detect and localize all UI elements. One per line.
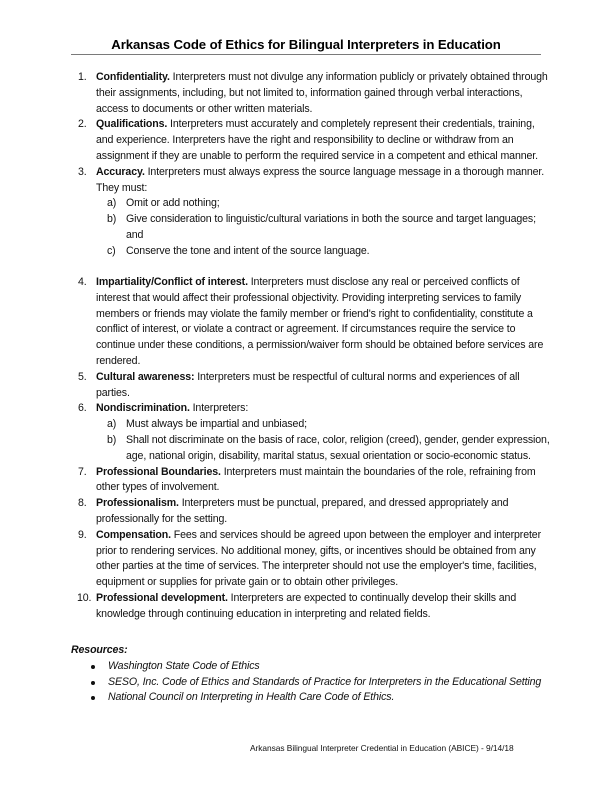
ethics-list [78, 70, 553, 623]
item-text: Interpreters must not divulge any information publicly or privately obtained through their assignments, including, but not limited to, information gained through verbal interactions, access to documents or other written materials. [96, 71, 548, 115]
item-number: 8. [78, 497, 87, 510]
item-text: Interpreters must be punctual, prepared, and dressed appropriately and professionally for the setting. [96, 497, 509, 526]
item-text: Interpreters must maintain the boundaries of the role, refraining from other types of involvement. [96, 465, 536, 494]
item-heading: Professional development. [96, 592, 228, 604]
sub-item-letter: b) [107, 213, 117, 226]
list-item-confidentiality [78, 70, 553, 117]
bullet-icon [91, 681, 95, 685]
resource-item [71, 659, 551, 675]
list-item-cultural-awareness [78, 370, 553, 402]
sub-item-text: Conserve the tone and intent of the source language. [126, 244, 370, 257]
sub-item [78, 212, 553, 244]
item-text: Interpreters: [189, 402, 249, 415]
item-number: 6. [78, 402, 87, 415]
item-text: Interpreters must be respectful of cultural norms and experiences of all parties. [96, 370, 520, 399]
item-text: Interpreters must accurately and completely represent their credentials, training, and experience. Interpreters have the right and responsibility to decline or withdraw from an assignment if they are unable to perform the required service in a competent and ethical manner. [96, 118, 538, 162]
document-title: Arkansas Code of Ethics for Bilingual Interpreters in Education [111, 37, 501, 52]
list-item-professional-boundaries [78, 465, 553, 497]
list-item-professional-development [78, 591, 553, 623]
item-heading: Professionalism. [96, 497, 179, 510]
spacer [78, 260, 553, 276]
resource-item [71, 690, 551, 706]
item-heading: Compensation. [96, 528, 171, 541]
item-heading: Accuracy. [96, 165, 145, 178]
item-text: Fees and services should be agreed upon between the employer and interpreter prior to rendering services. No additional money, gifts, or incentives should be obtained from any other parties at the time of services. The interpreter should not use the employer's time, facilities, equipment or supplies for private gain or to obtain other privileges. [96, 528, 541, 589]
sub-item-text: Give consideration to linguistic/cultural variations in both the source and target languages; and [126, 213, 536, 241]
list-item-compensation [78, 528, 553, 591]
sub-item-text: Shall not discriminate on the basis of race, color, religion (creed), gender, gender expression, age, national origin, disability, marital status, sexual orientation or socio-economic status. [126, 434, 550, 462]
resources-section [71, 643, 551, 706]
item-number: 4. [78, 276, 87, 289]
resources-heading: Resources: [71, 644, 128, 656]
item-number: 3. [78, 165, 87, 178]
sub-item-letter: b) [107, 434, 117, 447]
sub-item [78, 196, 553, 212]
item-heading: Impartiality/Conflict of interest. [96, 276, 248, 289]
item-text: Interpreters must disclose any real or perceived conflicts of interest that would affect their professional objectivity. Providing interpreting services to family members or friends may violate the family member or friend's right to confidentiality, constitute a conflict of interest, or violate a contract or agreement. If circumstances require the service to continue under these conditions, a permission/waiver form should be obtained before services are rendered. [96, 276, 544, 368]
list-item-impartiality [78, 275, 553, 370]
sub-item-text: Omit or add nothing; [126, 197, 220, 210]
item-number: 5. [78, 370, 87, 383]
page-footer: Arkansas Bilingual Interpreter Credential in Education (ABICE) - 9/14/18 [250, 743, 514, 753]
item-number: 1. [78, 71, 87, 83]
sub-item-text: Must always be impartial and unbiased; [126, 418, 307, 431]
sub-item-letter: a) [107, 418, 117, 431]
resource-text: SESO, Inc. Code of Ethics and Standards of Practice for Interpreters in the Educational Setting [108, 675, 542, 688]
item-text: Interpreters must always express the source language message in a thorough manner. They must: [96, 165, 545, 194]
item-heading: Confidentiality. [96, 71, 170, 83]
item-heading: Qualifications. [96, 118, 168, 131]
sub-item [78, 417, 553, 433]
sub-item-letter: a) [107, 197, 117, 210]
item-number: 2. [78, 118, 87, 131]
resource-text: National Council on Interpreting in Health Care Code of Ethics. [108, 691, 395, 704]
list-item-professionalism [78, 496, 553, 528]
resource-text: Washington State Code of Ethics [108, 659, 260, 672]
list-item-qualifications [78, 117, 553, 164]
item-heading: Professional Boundaries. [96, 465, 221, 478]
bullet-icon [91, 665, 95, 669]
sub-item [78, 244, 553, 260]
item-number: 7. [78, 465, 87, 478]
bullet-icon [91, 696, 95, 700]
sub-item-letter: c) [107, 244, 116, 257]
item-number: 10. [77, 592, 92, 604]
list-item-accuracy [78, 165, 553, 197]
list-item-nondiscrimination [78, 401, 553, 417]
item-number: 9. [78, 528, 87, 541]
title-underline [71, 54, 541, 55]
item-heading: Cultural awareness: [96, 370, 195, 383]
item-heading: Nondiscrimination. [96, 402, 190, 415]
item-text: Interpreters are expected to continually develop their skills and knowledge through continuing education in interpreting and related fields. [96, 592, 517, 620]
sub-item [78, 433, 553, 465]
resource-item [71, 675, 551, 691]
